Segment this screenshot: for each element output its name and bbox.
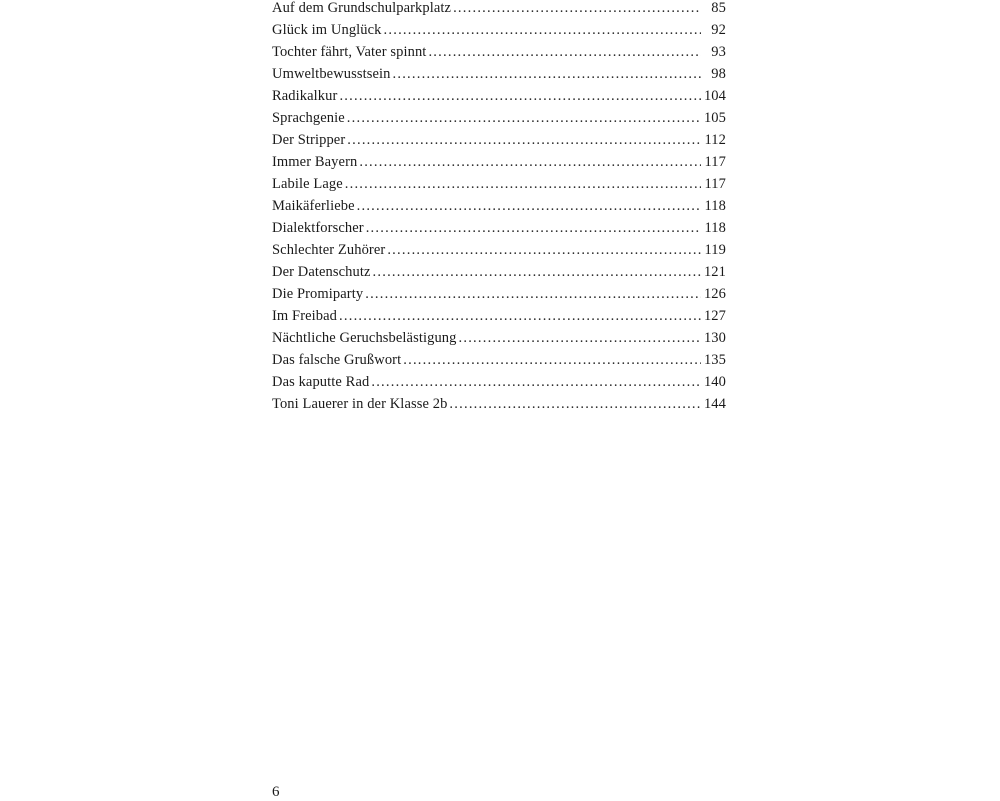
toc-entry: [272, 19, 726, 41]
toc-entry: [272, 327, 726, 349]
dot-leader: [428, 41, 701, 63]
dot-leader: [459, 327, 701, 349]
toc-entry-page: 140: [703, 374, 726, 390]
toc-entry-title: Der Datenschutz: [272, 264, 371, 280]
toc-entry: [272, 305, 726, 327]
dot-leader: [387, 239, 701, 261]
toc-entry-page: 85: [711, 0, 726, 16]
toc-entry: [272, 41, 726, 63]
dot-leader: [347, 107, 701, 129]
dot-leader: [339, 85, 701, 107]
toc-entry-page: 98: [711, 66, 726, 82]
toc-entry-title: Immer Bayern: [272, 154, 358, 170]
toc-entry-title: Sprachgenie: [272, 110, 345, 126]
toc-entry-title: Schlechter Zuhörer: [272, 242, 386, 258]
toc-entry-page: 117: [704, 154, 726, 170]
toc-entry-page: 126: [703, 286, 726, 302]
toc-entry: [272, 371, 726, 393]
toc-entry-page: 112: [704, 132, 726, 148]
toc-entry-page: 118: [704, 198, 726, 214]
toc-entry-page: 121: [703, 264, 726, 280]
toc-entry: [272, 349, 726, 371]
toc-entry-page: 130: [703, 330, 726, 346]
dot-leader: [384, 19, 701, 41]
dot-leader: [449, 393, 701, 415]
toc-entry-page: 117: [704, 176, 726, 192]
toc-entry: [272, 63, 726, 85]
toc-entry: [272, 107, 726, 129]
toc-entry-title: Nächtliche Geruchsbelästigung: [272, 330, 457, 346]
dot-leader: [339, 305, 701, 327]
toc-entry: [272, 217, 726, 239]
dot-leader: [357, 195, 701, 217]
toc-entry-title: Der Stripper: [272, 132, 346, 148]
toc-entry-title: Toni Lauerer in der Klasse 2b: [272, 396, 448, 412]
toc-entry-title: Das falsche Grußwort: [272, 352, 402, 368]
toc-entry-title: Die Promiparty: [272, 286, 364, 302]
toc-entry-title: Dialektforscher: [272, 220, 364, 236]
dot-leader: [393, 63, 702, 85]
toc-entry: [272, 393, 726, 415]
dot-leader: [366, 217, 701, 239]
toc-entry: [272, 173, 726, 195]
dot-leader: [453, 0, 701, 19]
toc-entry-page: 93: [711, 44, 726, 60]
toc-entry-page: 105: [703, 110, 726, 126]
toc-entry-title: Das kaputte Rad: [272, 374, 370, 390]
toc-entry-title: Auf dem Grundschulparkplatz: [272, 0, 452, 16]
dot-leader: [371, 371, 701, 393]
toc-entry: [272, 261, 726, 283]
toc-entry-title: Tochter fährt, Vater spinnt: [272, 44, 427, 60]
toc-entry-page: 119: [704, 242, 726, 258]
page-number: 6: [272, 784, 280, 800]
toc-entry: [272, 283, 726, 305]
dot-leader: [373, 261, 701, 283]
toc-entry-title: Labile Lage: [272, 176, 343, 192]
toc-entry-page: 92: [711, 22, 726, 38]
toc-entry-title: Maikäferliebe: [272, 198, 355, 214]
toc-entry-page: 144: [703, 396, 726, 412]
toc-entry-page: 118: [704, 220, 726, 236]
toc-entry: [272, 195, 726, 217]
toc-entry-title: Glück im Unglück: [272, 22, 382, 38]
toc-entry-page: 127: [703, 308, 726, 324]
toc-entry: [272, 85, 726, 107]
dot-leader: [359, 151, 701, 173]
toc-entry-title: Im Freibad: [272, 308, 338, 324]
dot-leader: [403, 349, 701, 371]
toc-entry: [272, 129, 726, 151]
dot-leader: [365, 283, 701, 305]
toc-entry-page: 104: [703, 88, 726, 104]
table-of-contents: [272, 0, 726, 415]
toc-entry-title: Radikalkur: [272, 88, 338, 104]
toc-entry-title: Umweltbewusstsein: [272, 66, 391, 82]
toc-entry: [272, 0, 726, 19]
dot-leader: [347, 129, 701, 151]
toc-entry-page: 135: [703, 352, 726, 368]
toc-entry: [272, 239, 726, 261]
dot-leader: [345, 173, 701, 195]
toc-entry: [272, 151, 726, 173]
